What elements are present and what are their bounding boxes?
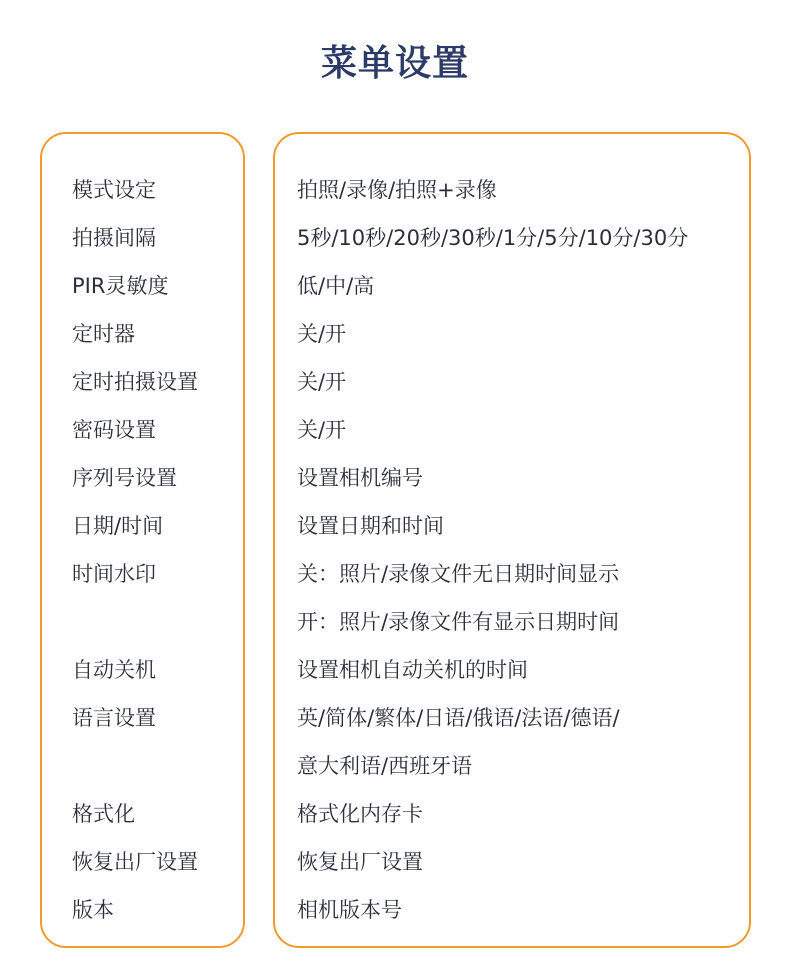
menu-label-reset: 恢复出厂设置 <box>72 850 198 874</box>
menu-label-password: 密码设置 <box>72 418 156 442</box>
menu-value-timestamp-on: 开：照片/录像文件有显示日期时间 <box>297 610 620 634</box>
menu-value-version: 相机版本号 <box>297 898 402 922</box>
menu-label-autooff: 自动关机 <box>72 658 156 682</box>
menu-value-format: 格式化内存卡 <box>297 802 423 826</box>
menu-label-list <box>72 166 198 934</box>
menu-label-version: 版本 <box>72 898 114 922</box>
menu-value-language: 英/简体/繁体/日语/俄语/法语/德语/ <box>297 706 620 730</box>
menu-label-mode: 模式设定 <box>72 178 156 202</box>
menu-value-list <box>297 166 688 934</box>
menu-value-reset: 恢复出厂设置 <box>297 850 423 874</box>
menu-value-timestamp-off: 关：照片/录像文件无日期时间显示 <box>297 562 620 586</box>
menu-value-timelapse: 关/开 <box>297 370 347 394</box>
menu-label-datetime: 日期/时间 <box>72 514 164 538</box>
menu-label-timestamp: 时间水印 <box>72 562 156 586</box>
menu-label-timelapse: 定时拍摄设置 <box>72 370 198 394</box>
menu-value-autooff: 设置相机自动关机的时间 <box>297 658 528 682</box>
menu-label-format: 格式化 <box>72 802 135 826</box>
menu-value-datetime: 设置日期和时间 <box>297 514 444 538</box>
menu-value-serial: 设置相机编号 <box>297 466 423 490</box>
page-title: 菜单设置 <box>320 43 469 84</box>
menu-label-timestamp-cont <box>72 598 198 646</box>
menu-value-interval: 5秒/10秒/20秒/30秒/1分/5分/10分/30分 <box>297 226 689 250</box>
menu-label-language: 语言设置 <box>72 706 156 730</box>
menu-label-language-cont <box>72 742 198 790</box>
menu-value-language-cont: 意大利语/西班牙语 <box>297 754 473 778</box>
menu-value-timer: 关/开 <box>297 322 347 346</box>
menu-label-serial: 序列号设置 <box>72 466 177 490</box>
menu-label-interval: 拍摄间隔 <box>72 226 156 250</box>
menu-value-mode: 拍照/录像/拍照+录像 <box>297 178 497 202</box>
menu-value-password: 关/开 <box>297 418 347 442</box>
menu-value-pir: 低/中/高 <box>297 274 375 298</box>
menu-label-pir: PIR灵敏度 <box>72 274 169 298</box>
menu-label-timer: 定时器 <box>72 322 135 346</box>
